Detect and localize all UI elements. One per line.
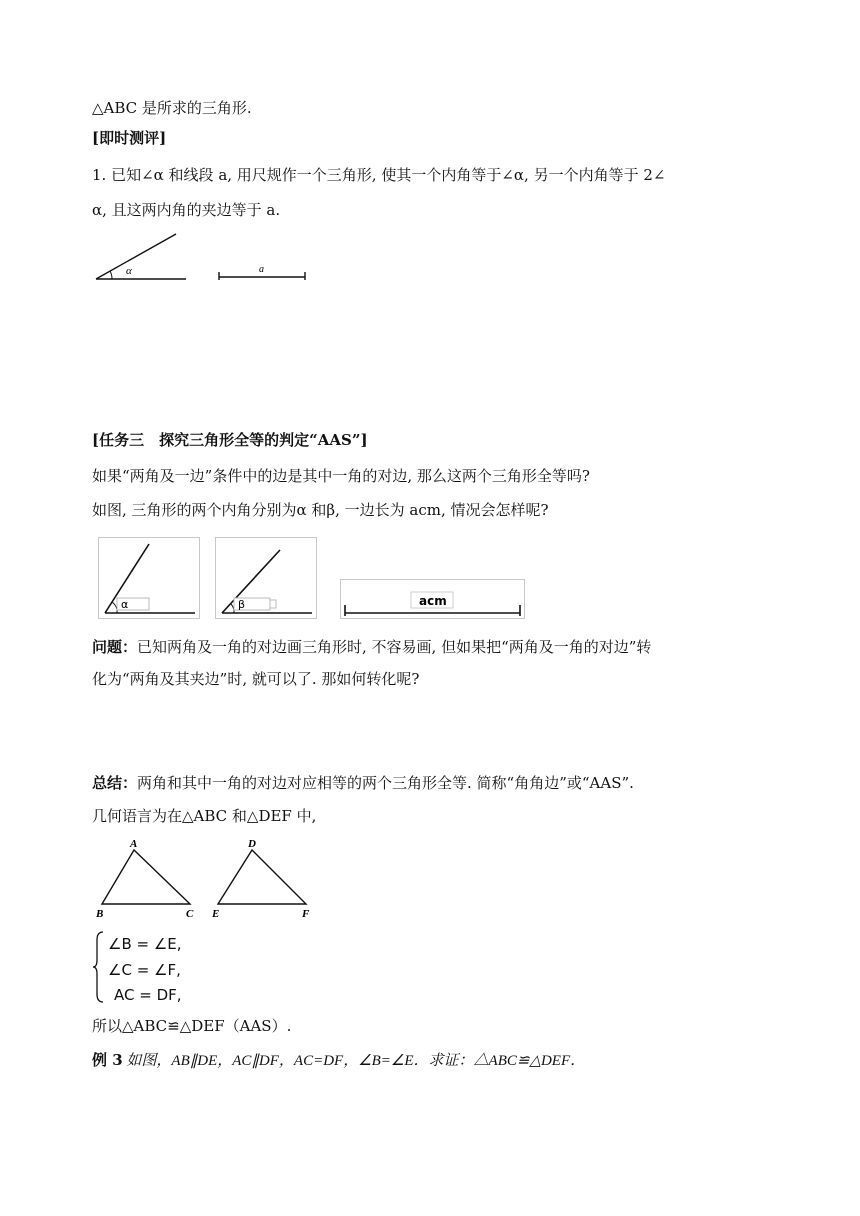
segment-acm-box [340, 579, 525, 619]
vertex-a: A [130, 838, 138, 850]
task3-question-2: 如图, 三角形的两个内角分别为α 和β, 一边长为 acm, 情况会怎样呢? [92, 501, 549, 519]
geometry-language-line: 几何语言为在△ABC 和△DEF 中, [92, 807, 317, 825]
angle-alpha-box [98, 537, 200, 619]
condition-2: ∠C = ∠F, [108, 961, 181, 979]
example-3-line [92, 1050, 585, 1071]
angle-alpha-label: α [126, 265, 132, 277]
segment-a-label: a [259, 264, 264, 275]
problem-text-1: 已知两角及一角的对边画三角形时, 不容易画, 但如果把“两角及一角的对边”转 [137, 638, 652, 656]
exercise-1-line2: α, 且这两内角的夹边等于 a. [92, 201, 281, 219]
system-brace [92, 930, 106, 1004]
summary-label: 总结： [92, 774, 138, 792]
problem-label: 问题： [92, 638, 138, 656]
segment-a-figure [218, 260, 308, 282]
angle-alpha-figure [94, 230, 194, 285]
vertex-f: F [302, 908, 310, 920]
alpha-label: α [121, 598, 129, 611]
example-3-label: 例 3 [92, 1051, 123, 1069]
section-heading-quick-test: [即时测评] [92, 129, 167, 147]
triangles-figure [94, 836, 324, 921]
condition-1: ∠B = ∠E, [108, 935, 182, 953]
beta-label: β [238, 598, 246, 611]
summary-text: 两角和其中一角的对边对应相等的两个三角形全等. 简称“角角边”或“AAS”. [137, 774, 634, 792]
vertex-d: D [248, 838, 256, 850]
vertex-e: E [212, 908, 220, 920]
exercise-1-line1: 1. 已知∠α 和线段 a, 用尺规作一个三角形, 使其一个内角等于∠α, 另一个内角等于 2∠ [92, 166, 666, 184]
task3-question-1: 如果“两角及一边”条件中的边是其中一角的对边, 那么这两个三角形全等吗? [92, 467, 590, 485]
conclusion-line: 所以△ABC≌△DEF（AAS）. [92, 1017, 292, 1035]
example-3-text: 如图，AB∥DE，AC∥DF，AC=DF，∠B=∠E．求证：△ABC≌△DEF． [122, 1053, 586, 1069]
problem-line-1 [92, 637, 651, 657]
condition-3: AC = DF, [114, 986, 182, 1004]
text-line-result: △ABC 是所求的三角形. [92, 99, 252, 117]
vertex-b: B [96, 908, 104, 920]
angle-beta-box [215, 537, 317, 619]
task3-heading: [任务三 探究三角形全等的判定“AAS”] [92, 431, 368, 449]
vertex-c: C [186, 908, 194, 920]
acm-label: acm [419, 594, 447, 608]
summary-line [92, 773, 634, 793]
problem-line-2: 化为“两角及其夹边”时, 就可以了. 那如何转化呢? [92, 670, 420, 688]
